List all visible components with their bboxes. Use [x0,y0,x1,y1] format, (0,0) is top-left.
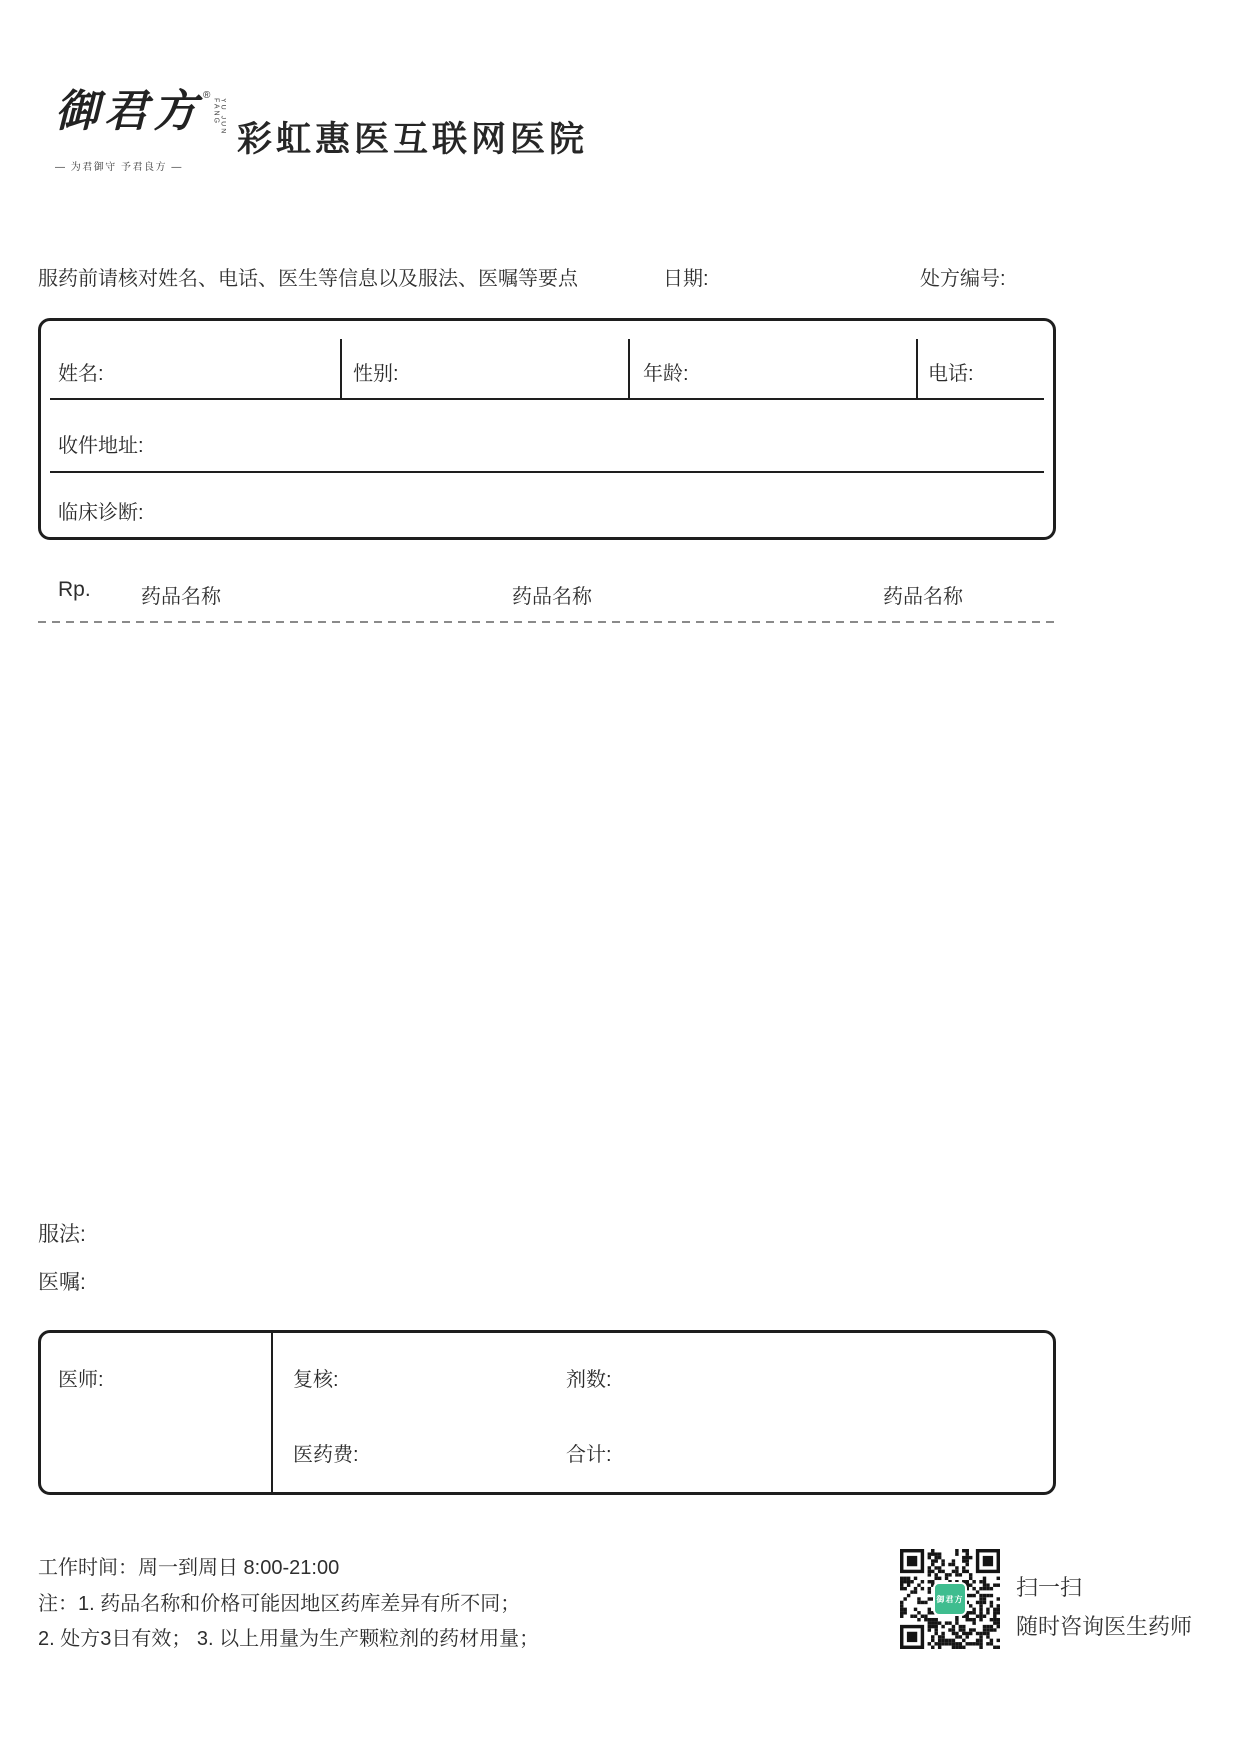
registered-trademark-icon: ® [203,90,211,101]
brand-logo [55,87,227,173]
divider [340,339,342,398]
work-hours-text: 工作时间：周一到周日 8:00-21:00 [38,1557,340,1579]
dose-count-label: 剂数: [566,1369,612,1391]
name-field-label: 姓名: [58,363,104,385]
rx-number-label: 处方编号: [920,268,1006,290]
drug-name-header-3: 药品名称 [883,586,963,608]
drug-name-header-1: 药品名称 [141,586,221,608]
note-line-2: 2. 处方3日有效； 3. 以上用量为生产颗粒剂的药材用量； [38,1628,540,1650]
qr-code [900,1549,1000,1649]
doctor-sign-label: 医师: [58,1369,104,1391]
scan-subcaption: 随时咨询医生药师 [1016,1614,1193,1639]
signoff-box [38,1330,1056,1495]
divider [628,339,630,398]
rp-label: Rp. [58,578,91,601]
phone-field-label: 电话: [928,363,974,385]
note-line-1: 注：1. 药品名称和价格可能因地区药库差异有所不同； [38,1593,521,1615]
verification-notice: 服药前请核对姓名、电话、医生等信息以及服法、医嘱等要点 [38,268,578,290]
gender-field-label: 性别: [353,363,399,385]
medicine-fee-label: 医药费: [293,1444,359,1466]
drug-name-header-2: 药品名称 [512,586,592,608]
page-title: 彩虹惠医互联网医院 [237,120,589,159]
divider [916,339,918,398]
review-label: 复核: [293,1369,339,1391]
divider [50,471,1044,473]
brand-logo-vertical-text: YU JUN FANG [212,98,227,136]
divider [50,398,1044,400]
doctor-advice-label: 医嘱: [38,1271,86,1294]
scan-caption: 扫一扫 [1016,1575,1083,1600]
brand-logo-text: 御君方 [55,87,202,136]
divider [271,1333,273,1492]
qr-center-logo: 御君方 [933,1582,967,1616]
total-label: 合计: [566,1444,612,1466]
date-label: 日期: [663,268,709,290]
age-field-label: 年龄: [643,363,689,385]
diagnosis-field-label: 临床诊断: [58,502,144,524]
brand-tagline: — 为君御守 予君良方 — [55,162,183,173]
address-field-label: 收件地址: [58,435,144,457]
usage-label: 服法: [38,1223,86,1246]
patient-info-box [38,318,1056,540]
dashed-separator [38,621,1056,623]
